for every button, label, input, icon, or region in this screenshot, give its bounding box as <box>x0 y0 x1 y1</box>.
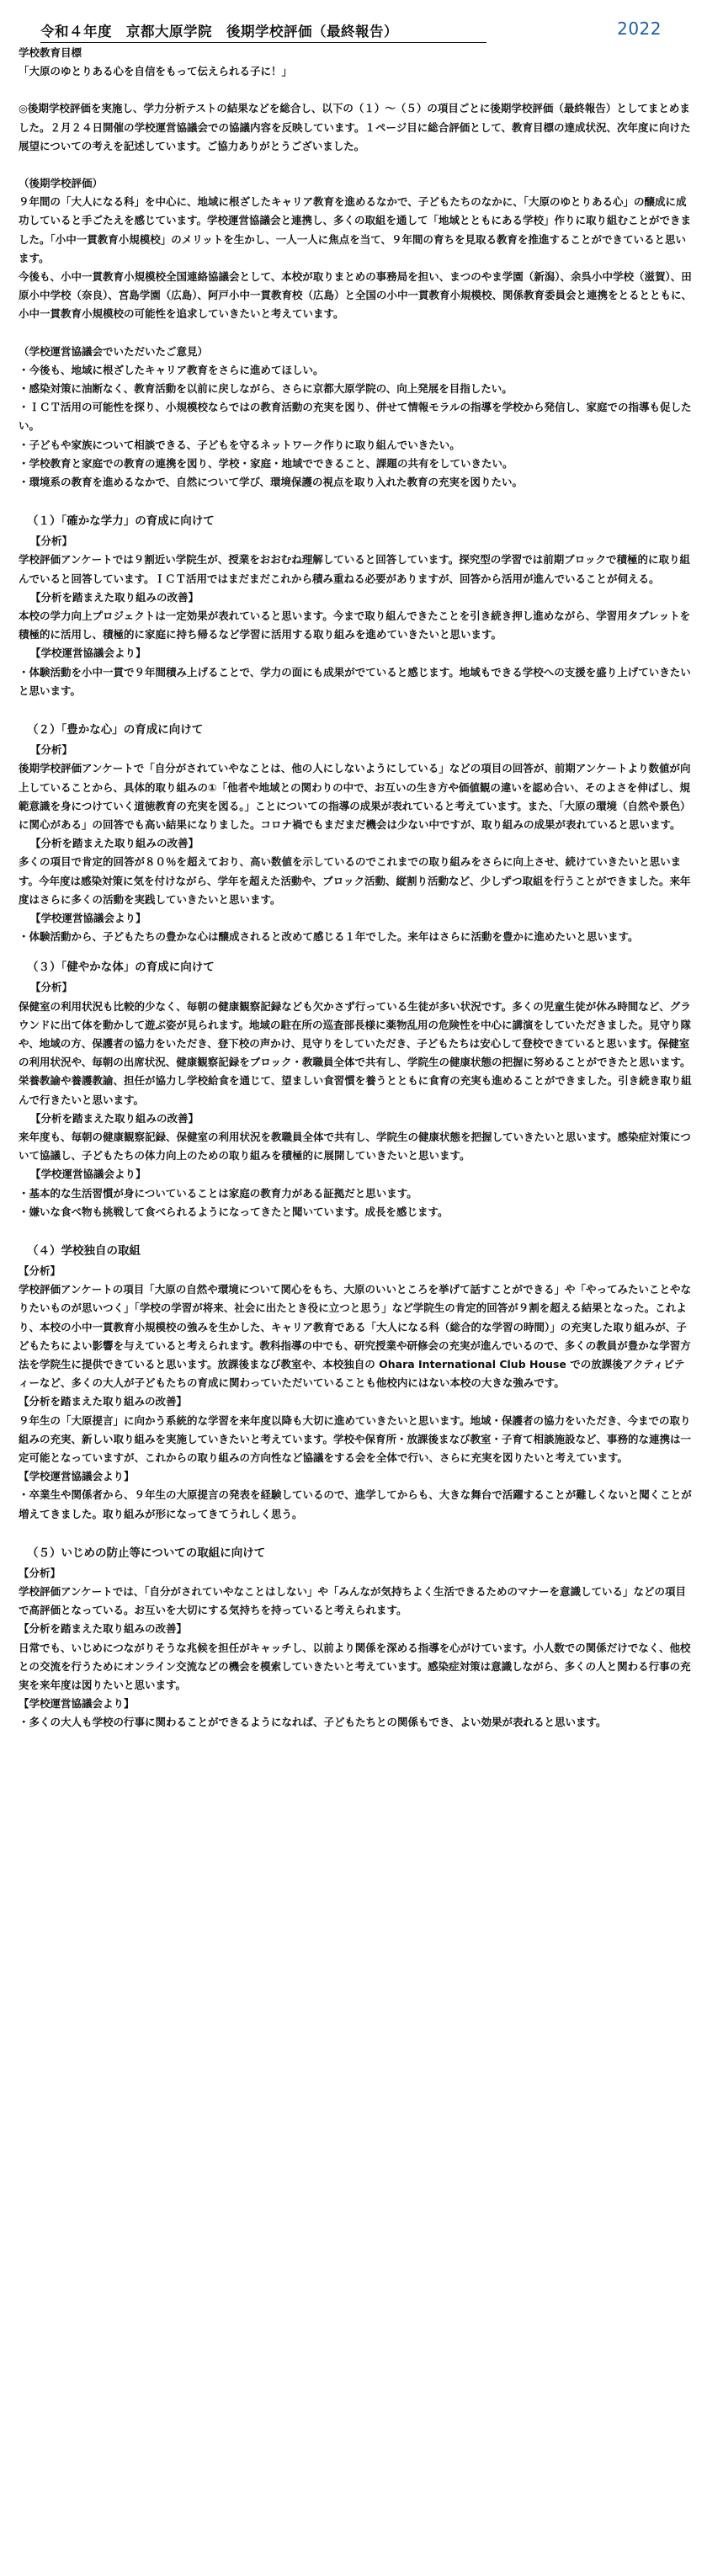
council-text: ・多くの大人も学校の行事に関わることができるようになれば、子どもたちとの関係もでき、よい効果が表れると思います。 <box>19 1716 607 1729</box>
council-label: （学校運営協議会でいただいたご意見） <box>19 344 209 358</box>
section-heading: （２）「豊かな心」の育成に向けて <box>27 723 204 737</box>
list-item: ・子どもや家族について相談できる、子どもを守るネットワーク作りに取り組んでいきたい。 <box>19 438 460 451</box>
action-text: ９年生の「大原提言」に向かう系統的な学習を来年度以降も大切に進めていきたいと思います。地域・保護者の協力をいただき、今までの取り組みの充実、新しい取り組みを実施していきたいと考えています。学校や保育所・放課後まなび教室・子育て相談施設など、事務的な連携は一定可能となっていますが、これからの取り組みの方向性など協議をする会を全体で行い、さらに充実を図りたいと考えています。 <box>19 1413 692 1464</box>
list-item: ・基本的な生活習慣が身についていることは家庭の教育力がある証拠だと思います。 <box>19 1186 417 1200</box>
analysis-text: 学校評価アンケートでは９割近い学院生が、授業をおおむね理解していると回答しています。探究型の学習では前期ブロックで積極的に取り組んでいると回答しています。ＩＣＴ活用ではまだまだこれから積み重ねる必要がありますが、回答から活用が進んでいることが伺える。 <box>19 553 691 585</box>
analysis-label: 【分析】 <box>30 743 73 757</box>
analysis-label: 【分析】 <box>19 1566 61 1579</box>
section-4 <box>19 1240 692 1524</box>
action-text: 来年度も、毎朝の健康観察記録、保健室の利用状況を教職員全体で共有し、学院生の健康状態を把握していきたいと思います。感染症対策について協議し、子どもたちの体力向上のための取り組みを積極的に展開していきたいと思います。 <box>19 1130 691 1163</box>
action-text: 本校の学力向上プロジェクトは一定効果が表れていると思います。今まで取り組んできたことを引き続き押し進めながら、学習用タブレットを積極的に活用し、積極的に家庭に持ち帰るなど学習に活用する取り組みを進めていきたいと思います。 <box>19 609 691 641</box>
council-label: 【学校運営協議会より】 <box>19 1697 135 1711</box>
action-label: 【分析を踏まえた取り組みの改善】 <box>30 1111 199 1125</box>
section-2 <box>19 719 692 946</box>
action-label: 【分析を踏まえた取り組みの改善】 <box>19 1622 188 1636</box>
council-text: ・体験活動を小中一貫で９年間積み上げることで、学力の面にも成果がでていると感じます。地域もできる学校への支援を盛り上げていきたいと思います。 <box>19 665 691 697</box>
analysis-label: 【分析】 <box>30 535 73 548</box>
section-3 <box>19 956 692 1221</box>
analysis-text: 後期学校評価アンケートで「自分がされていやなことは、他の人にしないようにしている」などの項目の回答が、前期アンケートより数値が向上していることから、具体的取り組みの①「他者や地域との関わりの中で、お互いの生き方や価値観の違いを認め合い、そのよさを伸ばし、規範意識を身につけていく道徳教育の充実を図る。」ことについての指導の成果が表れていると考えています。また、「大原の環境（自然や景色）に関心がある」の回答でも高い結果になりました。コロナ禍でもまだまだ機会は少ない中ですが、取り組みの成果が表れていると思います。 <box>19 762 691 831</box>
council-label: 【学校運営協議会より】 <box>30 647 146 660</box>
intro-block <box>19 99 692 156</box>
intro-text: ◎後期学校評価を実施し、学力分析テストの結果などを総合し、以下の（１）～（５）の項目ごとに後期学校評価（最終報告）としてまとめました。２月２４日開催の学校運営協議会での協議内容を反映しています。１ページ目に総合評価として、教育目標の達成状況、次年度に向けた展望についての考えを記述しています。ご協力ありがとうございました。 <box>19 102 691 152</box>
analysis-text: 学校評価アンケートの項目「大原の自然や環境について関心をもち、大原のいいところを挙げて話すことができる」や「やってみたいことやなりたいものが思いつく」「学校の学習が将来、社会に出たとき役に立つと思う」など学院生の肯定的回答が９割を超える結果となった。これより、本校の小中一貫教育小規模校の強みを生かした、キャリア教育である「大人になる科（総合的な学習の時間）」の充実した取り組みが、子どもたちによい影響を与えていると考えられます。教科指導の中でも、研究授業や研修会の充実が進んでいるので、多くの教員が豊かな学習方法を学院生に提供できていると思います。放課後まなび教室や、本校独自の Ohara International Club House での放課後アクティビティーなど、多くの大人が子どもたちの育成に関わっていただいていることも他校内にはない本校の大きな強みです。 <box>19 1283 692 1390</box>
list-item: ・環境系の教育を進めるなかで、自然について学び、環境保護の視点を取り入れた教育の充実を図りたい。 <box>19 476 524 489</box>
section-1 <box>19 510 692 700</box>
section-heading: （５）いじめの防止等についての取組に向けて <box>27 1546 266 1560</box>
council-label: 【学校運営協議会より】 <box>30 1168 146 1181</box>
action-label: 【分析を踏まえた取り組みの改善】 <box>19 1395 188 1408</box>
council-list <box>19 1184 692 1221</box>
section-heading: （３）「健やかな体」の育成に向けて <box>27 961 215 975</box>
goal-block <box>19 44 692 81</box>
list-item: ・学校教育と家庭での教育の連携を図り、学校・家庭・地域でできること、課題の共有をしていきたい。 <box>19 456 513 470</box>
list-item: ・今後も、地域に根ざしたキャリア教育をさらに進めてほしい。 <box>19 363 324 376</box>
analysis-label: 【分析】 <box>30 981 73 994</box>
analysis-label: 【分析】 <box>19 1264 61 1277</box>
late-eval-p1: ９年間の「大人になる科」を中心に、地域に根ざしたキャリア教育を進めるなかで、子どもたちのなかに、「大原のゆとりある心」の醸成に成功していると手ごたえを感じています。学校運営協議会と連携し、多くの取組を通して「地域とともにある学校」作りに取り組むことができました。「小中一貫教育小規模校」のメリットを生かし、一人一人に焦点を当て、９年間の育ちを見取る教育を推進することができていると思います。 <box>19 195 692 264</box>
council-opinions <box>19 343 692 492</box>
section-heading: （１）「確かな学力」の育成に向けて <box>27 514 215 529</box>
list-item: ・ＩＣＴ活用の可能性を探り、小規模校ならではの教育活動の充実を図り、併せて情報モラルの指導を学校から発信し、家庭での指導も促したい。 <box>19 401 692 433</box>
council-text: ・卒業生や関係者から、９年生の大原提言の発表を経験しているので、進学してからも、大きな舞台で活躍することが難しくないと聞くことが増えてきました。取り組みが形になってきてうれしく思う。 <box>19 1488 692 1520</box>
action-label: 【分析を踏まえた取り組みの改善】 <box>30 837 199 850</box>
analysis-text: 学校評価アンケートでは、「自分がされていやなことはしない」や「みんなが気持ちよく生活できるためのマナーを意識している」などの項目で高評価となっている。お互いを大切にする気持ちを持っていると考えられます。 <box>19 1585 687 1617</box>
council-list <box>19 361 692 492</box>
late-eval-p2: 今後も、小中一貫教育小規模校全国連絡協議会として、本校が取りまとめの事務局を担い、まつのやま学園（新潟）、余呉小中学校（滋賀）、田原小中学校（奈良）、宮島学園（広島）、阿戸小中一貫教育校（広島）と全国の小中一貫教育小規模校、関係教育委員会と連携をとるとともに、小中一貫教育小規模校の可能性を追求していきたいと考えています。 <box>19 270 693 321</box>
council-label: 【学校運営協議会より】 <box>19 1470 135 1483</box>
year-label: 2022 <box>617 19 662 39</box>
section-5 <box>19 1542 692 1732</box>
goal-label: 学校教育目標 <box>19 46 82 59</box>
action-label: 【分析を踏まえた取り組みの改善】 <box>30 590 199 604</box>
goal-text: 「大原のゆとりある心を自信をもって伝えられる子に！」 <box>19 65 293 78</box>
list-item: ・感染対策に油断なく、教育活動を以前に戻しながら、さらに京都大原学院の、向上発展を目指したい。 <box>19 382 513 396</box>
late-eval-block <box>19 174 692 324</box>
action-text: 日常でも、いじめにつながりそうな兆候を担任がキャッチし、以前より関係を深める指導を心がけています。小人数での関係だけでなく、他校との交流を行うためにオンライン交流などの機会を模索していきたいと考えています。感染症対策は意識しながら、多くの人と関わる行事の充実を来年度は図りたいと思います。 <box>19 1641 691 1692</box>
council-text: ・体験活動から、子どもたちの豊かな心は醸成されると改めて感じる１年でした。来年はさらに活動を豊かに進めたいと思います。 <box>19 930 639 944</box>
header <box>19 15 692 44</box>
page-title: 令和４年度 京都大原学院 後期学校評価（最終報告） <box>40 20 486 43</box>
list-item: ・嫌いな食べ物も挑戦して食べられるようになってきたと聞いています。成長を感じます。 <box>19 1205 449 1218</box>
section-heading: （４）学校独自の取組 <box>27 1243 141 1258</box>
council-label: 【学校運営協議会より】 <box>30 911 146 924</box>
analysis-text: 保健室の利用状況も比較的少なく、毎朝の健康観察記録なども欠かさず行っている生徒が多い状況です。多くの児童生徒が休み時間など、グラウンドに出て体を動かして遊ぶ姿が見られます。地域の駐在所の巡査部長様に薬物乱用の危険性を中心に講演をしていただきました。見守り隊や、地域の方、保護者の協力をいただき、登下校の声かけ、見守りをしていただき、子どもたちは安心して登校できていると思います。保健室の利用状況や、毎朝の出席状況、健康観察記録をブロック・教職員全体で共有し、学院生の健康状態の把握に努めることができたと思います。栄養教諭や養護教諭、担任が協力し学校給食を通じて、望ましい食習慣を養うとともに食育の充実も進めることができました。引き続き取り組んで行きたいと思います。 <box>19 999 692 1106</box>
action-text: 多くの項目で肯定的回答が８０％を超えており、高い数値を示しているのでこれまでの取り組みをさらに向上させ、続けていきたいと思います。今年度は感染対策に気を付けながら、学年を超えた活動や、ブロック活動、縦割り活動など、少しずつ取組を行うことができました。来年度はさらに多くの活動を実践していきたいと思います。 <box>19 855 691 906</box>
late-eval-label: （後期学校評価） <box>19 177 104 190</box>
